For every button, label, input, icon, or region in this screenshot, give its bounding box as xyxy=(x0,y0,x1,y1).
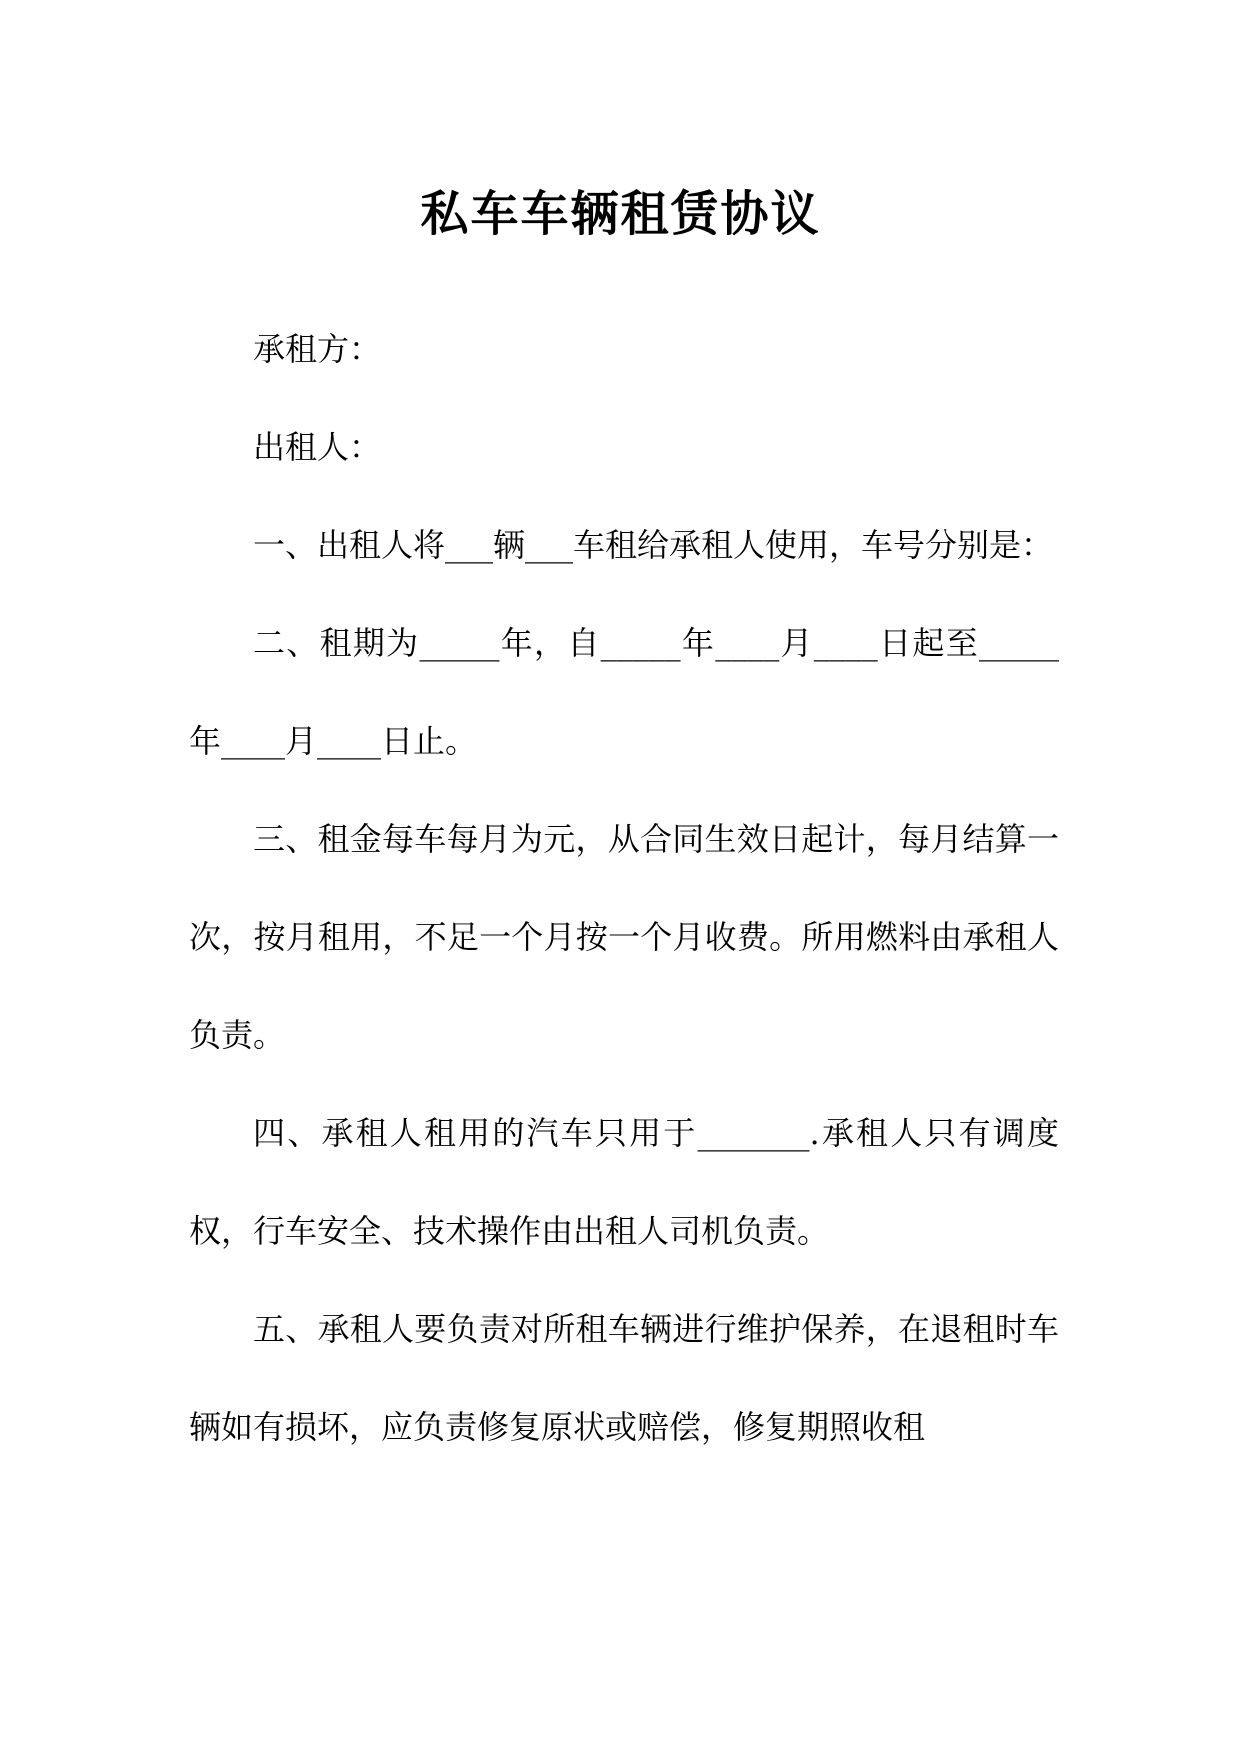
document-title: 私车车辆租赁协议 xyxy=(420,186,821,243)
clause-1: 一、出租人将___辆___车租给承租人使用，车号分别是： xyxy=(253,526,1054,564)
clause-3: 三、租金每车每月为元，从合同生效日起计，每月结算一次，按月租用，不足一个月按一个月收费。所用燃料由承租人负责。 xyxy=(189,820,1059,1054)
document-body xyxy=(189,300,1059,1476)
clause-2: 二、租期为_____年，自_____年____月____日起至_____年____月____日止。 xyxy=(189,624,1059,760)
lessee-line: 承租方： xyxy=(253,330,382,368)
clause-4: 四、承租人租用的汽车只用于_______.承租人只有调度权，行车安全、技术操作由出租人司机负责。 xyxy=(189,1114,1059,1250)
lessor-line: 出租人： xyxy=(253,428,382,466)
clause-5: 五、承租人要负责对所租车辆进行维护保养，在退租时车辆如有损坏，应负责修复原状或赔偿，修复期照收租 xyxy=(189,1310,1059,1446)
